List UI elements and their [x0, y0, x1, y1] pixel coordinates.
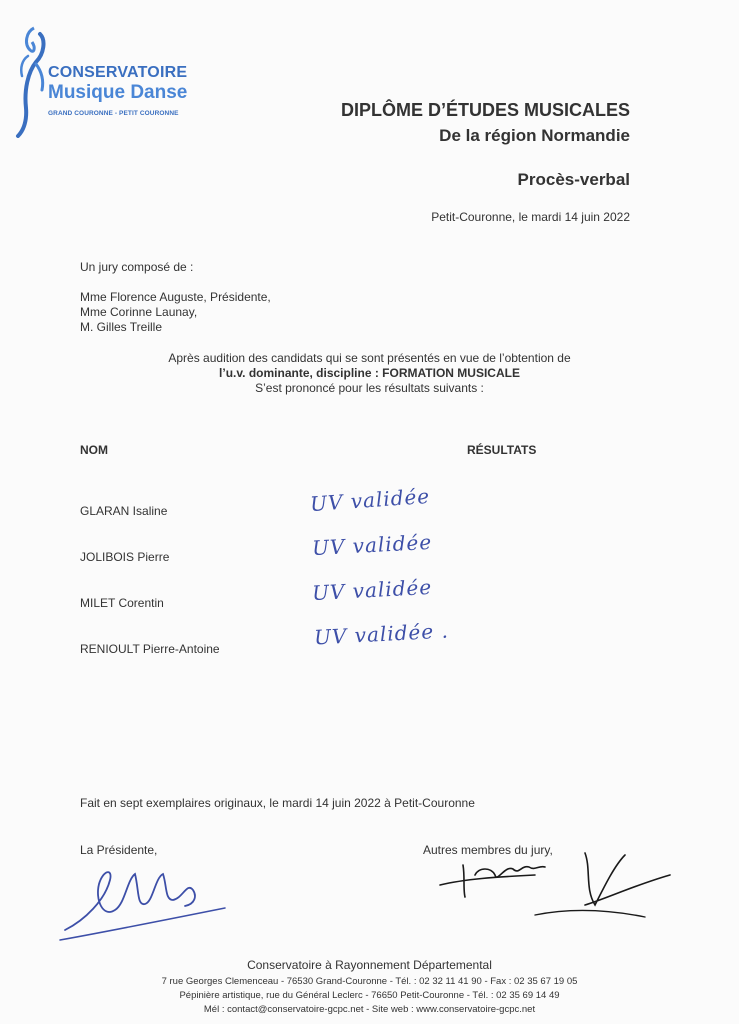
region-subtitle: De la région Normandie — [439, 126, 630, 145]
candidate-name: MILET Corentin — [80, 596, 164, 610]
jury-member: Mme Corinne Launay, — [80, 305, 198, 319]
column-header-name: NOM — [80, 443, 108, 457]
jury-members-label: Autres membres du jury, — [423, 843, 553, 857]
dancer-logo-icon — [12, 20, 52, 138]
footer-institution: Conservatoire à Rayonnement Départemental — [247, 958, 492, 972]
president-signature — [55, 860, 235, 945]
column-header-results: RÉSULTATS — [467, 443, 537, 457]
handwritten-result: UV validée — [311, 574, 433, 606]
statement-line-3: S’est prononcé pour les résultats suivants : — [255, 381, 484, 395]
candidate-name: JOLIBOIS Pierre — [80, 550, 170, 564]
handwritten-result: UV validée — [311, 529, 433, 561]
candidate-name: RENIOULT Pierre-Antoine — [80, 642, 220, 656]
place-date: Petit-Couronne, le mardi 14 juin 2022 — [431, 210, 630, 224]
handwritten-result: UV validée — [309, 483, 431, 517]
document-title: DIPLÔME D’ÉTUDES MUSICALES — [340, 100, 630, 120]
candidate-name: GLARAN Isaline — [80, 504, 168, 518]
logo-line-1: CONSERVATOIRE — [48, 64, 188, 81]
handwritten-result: UV validée . — [313, 618, 450, 650]
jury-signatures — [435, 845, 675, 930]
footer-address-2: Pépinière artistique, rue du Général Leclerc - 76650 Petit-Couronne - Tél. : 02 35 69 14 49 — [179, 990, 560, 1001]
footer-address-1: 7 rue Georges Clemenceau - 76530 Grand-Couronne - Tél. : 02 32 11 41 90 - Fax : 02 35 67 19 05 — [161, 976, 578, 987]
jury-member: M. Gilles Treille — [80, 320, 163, 334]
logo-line-3: GRAND COURONNE - PETIT COURONNE — [48, 110, 179, 117]
president-label: La Présidente, — [80, 843, 158, 857]
jury-intro: Un jury composé de : — [80, 260, 194, 274]
footer-contact: Mél : contact@conservatoire-gcpc.net - Site web : www.conservatoire-gcpc.net — [203, 1004, 536, 1015]
logo-line-2: Musique Danse — [48, 82, 188, 103]
jury-member: Mme Florence Auguste, Présidente, — [80, 290, 271, 304]
document-type: Procès-verbal — [517, 170, 630, 189]
statement-line-1: Après audition des candidats qui se sont présentés en vue de l’obtention de — [168, 351, 571, 365]
statement-line-2: l’u.v. dominante, discipline : FORMATION MUSICALE — [219, 366, 520, 380]
copies-statement: Fait en sept exemplaires originaux, le mardi 14 juin 2022 à Petit-Couronne — [80, 796, 475, 810]
